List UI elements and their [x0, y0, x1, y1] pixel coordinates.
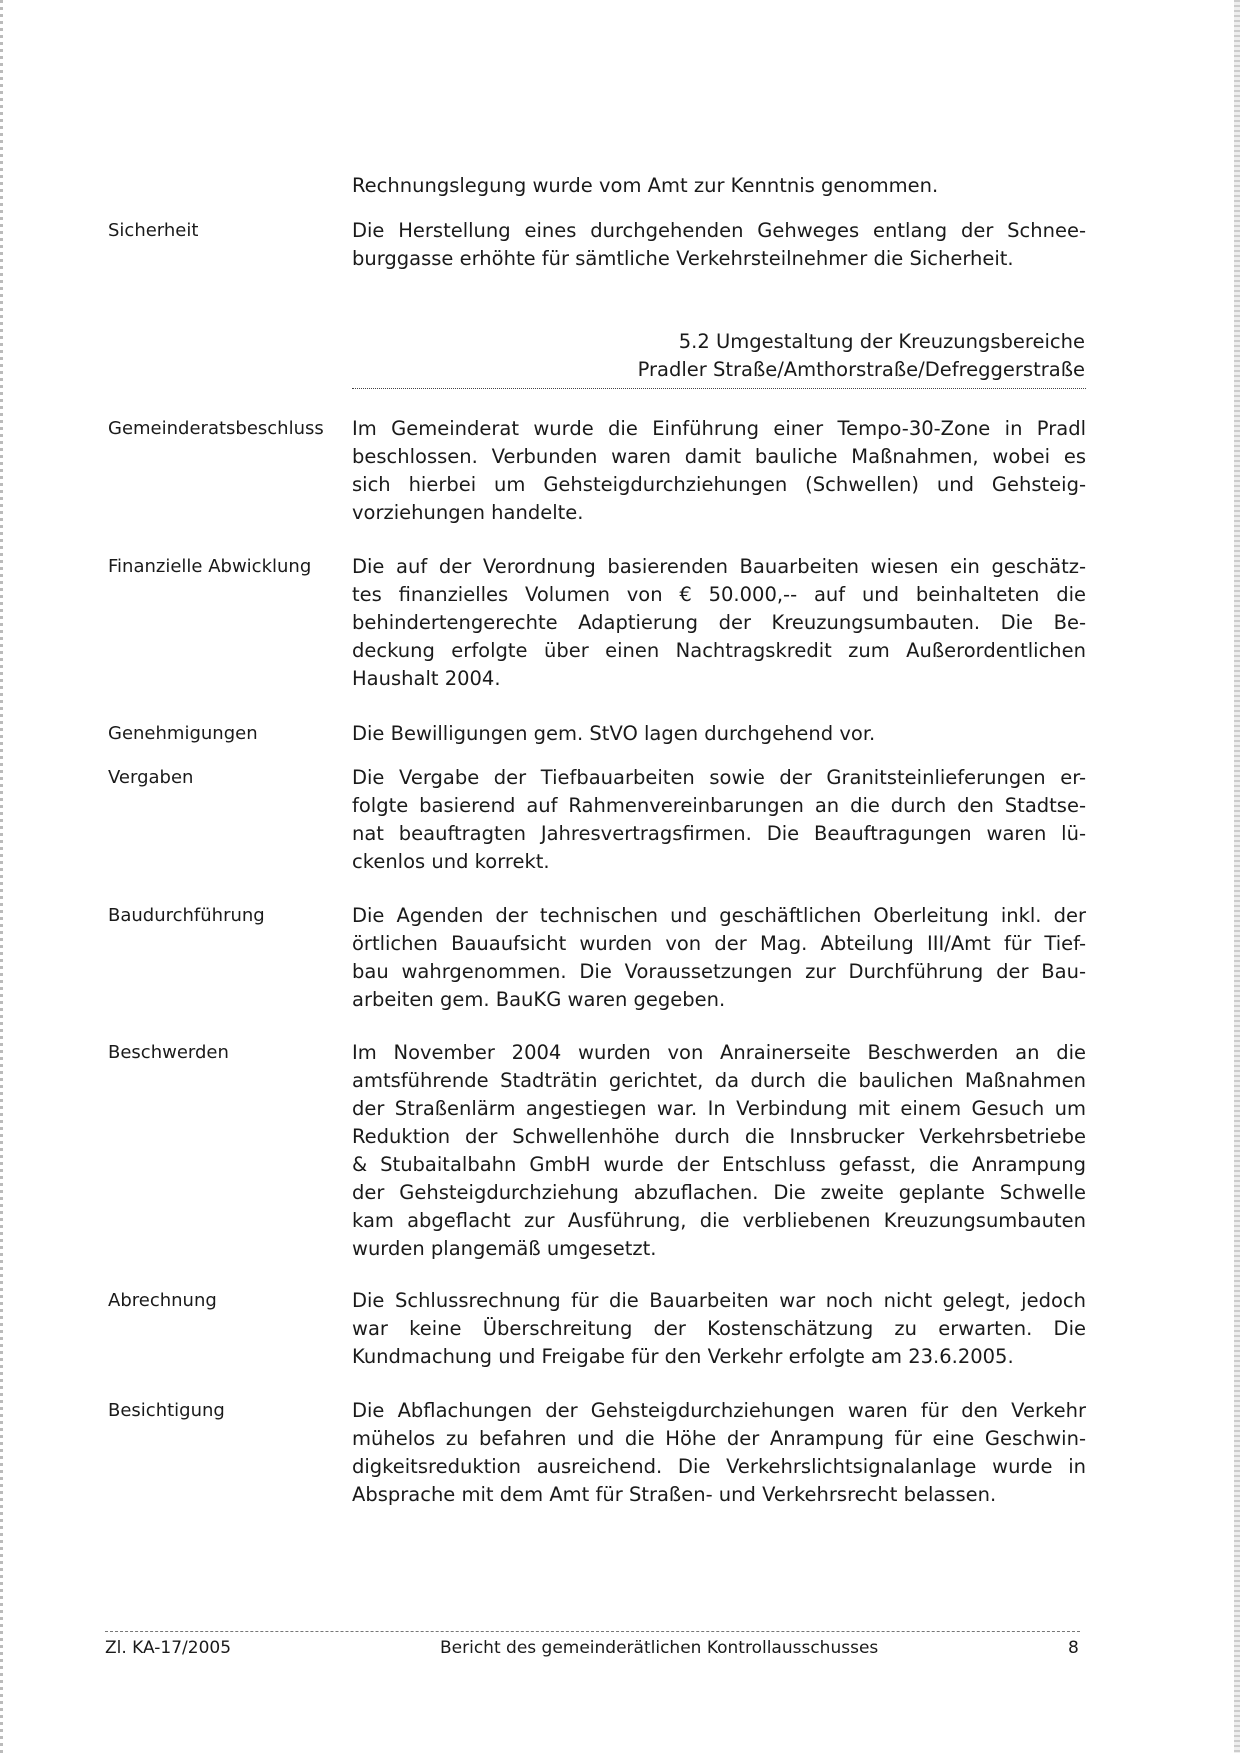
section-label: Baudurchführung	[108, 905, 265, 926]
text-line: kam abgeflacht zur Ausführung, die verbliebenen Kreuzungsumbauten	[352, 1209, 1086, 1232]
text-line: deckung erfolgte über einen Nachtragskredit zum Außerordentlichen	[352, 639, 1086, 662]
footer-divider	[105, 1631, 1080, 1632]
section-label: Vergaben	[108, 767, 194, 788]
section-label: Genehmigungen	[108, 723, 258, 744]
section-heading	[638, 328, 1085, 384]
text-line: der Straßenlärm angestiegen war. In Verbindung mit einem Gesuch um	[352, 1097, 1086, 1120]
text-line: beschlossen. Verbunden waren damit bauliche Maßnahmen, wobei es	[352, 445, 1086, 468]
text-line: Die auf der Verordnung basierenden Bauarbeiten wiesen ein geschätz-	[352, 555, 1086, 578]
footer-title: Bericht des gemeinderätlichen Kontrollausschusses	[440, 1638, 879, 1658]
section-body	[352, 553, 1086, 693]
section-body	[352, 217, 1086, 273]
footer-page-number: 8	[1068, 1638, 1079, 1658]
text-line: Rechnungslegung wurde vom Amt zur Kenntnis genommen.	[352, 174, 939, 197]
text-line: amtsführende Stadträtin gerichtet, da durch die baulichen Maßnahmen	[352, 1069, 1086, 1092]
text-line: mühelos zu befahren und die Höhe der Anrampung für eine Geschwin-	[352, 1427, 1086, 1450]
section-label: Besichtigung	[108, 1400, 225, 1421]
text-line: wurden plangemäß umgesetzt.	[352, 1237, 657, 1260]
section-label: Gemeinderatsbeschluss	[108, 418, 324, 439]
section-body	[352, 720, 1086, 748]
intro-paragraph	[352, 172, 1086, 200]
text-line: Reduktion der Schwellenhöhe durch die Innsbrucker Verkehrsbetriebe	[352, 1125, 1086, 1148]
text-line: behindertengerechte Adaptierung der Kreuzungsumbauten. Die Be-	[352, 611, 1086, 634]
section-body	[352, 1287, 1086, 1371]
heading-line-2: Pradler Straße/Amthorstraße/Defreggerstraße	[637, 358, 1085, 381]
text-line: Die Schlussrechnung für die Bauarbeiten war noch nicht gelegt, jedoch	[352, 1289, 1086, 1312]
section-body	[352, 1397, 1086, 1509]
section-body	[352, 764, 1086, 876]
scan-edge-right	[1234, 0, 1240, 1753]
heading-line-1: 5.2 Umgestaltung der Kreuzungsbereiche	[678, 330, 1085, 353]
text-line: Die Bewilligungen gem. StVO lagen durchgehend vor.	[352, 722, 876, 745]
text-line: Die Vergabe der Tiefbauarbeiten sowie der Granitsteinlieferungen er-	[352, 766, 1086, 789]
section-body	[352, 415, 1086, 527]
text-line: digkeitsreduktion ausreichend. Die Verkehrslichtsignalanlage wurde in	[352, 1455, 1086, 1478]
section-label: Sicherheit	[108, 220, 199, 241]
text-line: ckenlos und korrekt.	[352, 850, 550, 873]
section-label: Finanzielle Abwicklung	[108, 556, 312, 577]
text-line: arbeiten gem. BauKG waren gegeben.	[352, 988, 726, 1011]
text-line: folgte basierend auf Rahmenvereinbarungen an die durch den Stadtse-	[352, 794, 1086, 817]
text-line: tes finanzielles Volumen von € 50.000,-- auf und beinhalteten die	[352, 583, 1086, 606]
text-line: der Gehsteigdurchziehung abzuflachen. Die zweite geplante Schwelle	[352, 1181, 1086, 1204]
section-label: Beschwerden	[108, 1042, 229, 1063]
text-line: sich hierbei um Gehsteigdurchziehungen (Schwellen) und Gehsteig-	[352, 473, 1086, 496]
section-body	[352, 1039, 1086, 1263]
text-line: Die Herstellung eines durchgehenden Gehweges entlang der Schnee-	[352, 219, 1086, 242]
text-line: Die Abflachungen der Gehsteigdurchziehungen waren für den Verkehr	[352, 1399, 1086, 1422]
text-line: örtlichen Bauaufsicht wurden von der Mag. Abteilung III/Amt für Tief-	[352, 932, 1086, 955]
text-line: bau wahrgenommen. Die Voraussetzungen zur Durchführung der Bau-	[352, 960, 1086, 983]
text-line: burggasse erhöhte für sämtliche Verkehrsteilnehmer die Sicherheit.	[352, 247, 1014, 270]
text-line: & Stubaitalbahn GmbH wurde der Entschluss gefasst, die Anrampung	[352, 1153, 1086, 1176]
text-line: war keine Überschreitung der Kostenschätzung zu erwarten. Die	[352, 1317, 1086, 1340]
heading-divider	[352, 388, 1086, 389]
text-line: Haushalt 2004.	[352, 667, 501, 690]
section-label: Abrechnung	[108, 1290, 217, 1311]
text-line: Im Gemeinderat wurde die Einführung einer Tempo-30-Zone in Pradl	[352, 417, 1086, 440]
scan-edge-left	[0, 0, 3, 1753]
footer-reference: Zl. KA-17/2005	[105, 1638, 232, 1658]
text-line: Absprache mit dem Amt für Straßen- und Verkehrsrecht belassen.	[352, 1483, 997, 1506]
text-line: Die Agenden der technischen und geschäftlichen Oberleitung inkl. der	[352, 904, 1086, 927]
text-line: vorziehungen handelte.	[352, 501, 584, 524]
text-line: nat beauftragten Jahresvertragsfirmen. Die Beauftragungen waren lü-	[352, 822, 1086, 845]
section-body	[352, 902, 1086, 1014]
text-line: Im November 2004 wurden von Anrainerseite Beschwerden an die	[352, 1041, 1086, 1064]
text-line: Kundmachung und Freigabe für den Verkehr erfolgte am 23.6.2005.	[352, 1345, 1014, 1368]
